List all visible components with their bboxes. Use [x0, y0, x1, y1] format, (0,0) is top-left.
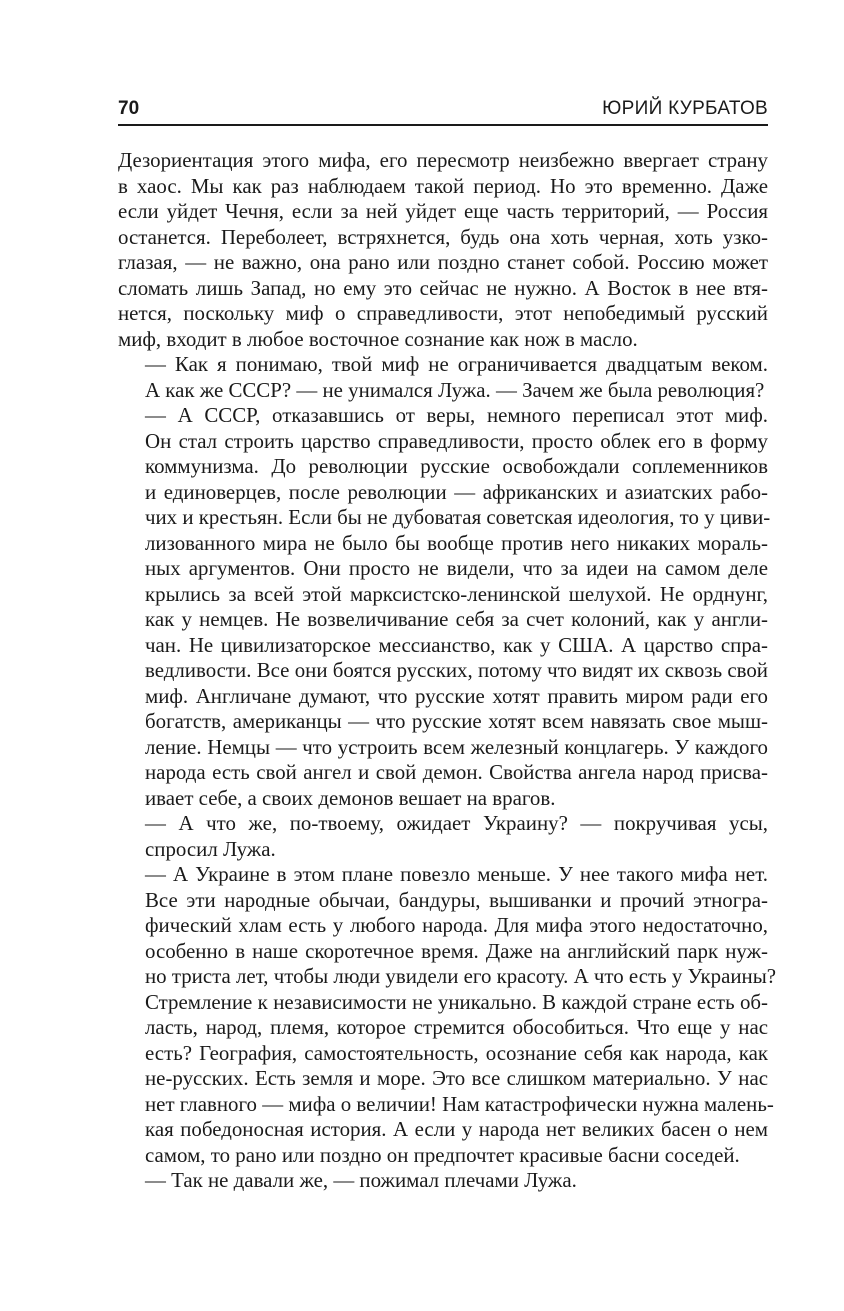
- text-line: — Как я понимаю, твой миф не ограничивается двадцатым веком.: [145, 352, 768, 376]
- text-line: останется. Переболеет, встряхнется, будь она хоть черная, хоть узко-: [118, 224, 768, 249]
- text-line: в хаос. Мы как раз наблюдаем такой период. Но это временно. Даже: [118, 173, 768, 198]
- text-line: — А Украине в этом плане повезло меньше. У нее такого мифа нет.: [145, 862, 768, 886]
- text-line: лизованного мира не было бы вообще против него никаких мораль-: [145, 530, 768, 555]
- paragraph: [118, 811, 768, 862]
- text-line: есть? География, самостоятельность, осознание себя как народа, как: [145, 1040, 768, 1065]
- paragraph: [118, 1168, 768, 1194]
- text-line: если уйдет Чечня, если за ней уйдет еще часть территорий, — Россия: [118, 199, 768, 223]
- text-line: особенно в наше скоротечное время. Даже на английский парк нуж-: [145, 938, 768, 963]
- text-line: крылись за всей этой марксистско-ленинской шелухой. Не орднунг,: [145, 581, 768, 606]
- text-line: — Так не давали же, — пожимал плечами Лужа.: [145, 1168, 577, 1192]
- text-line: ивает себе, а своих демонов вешает на врагов.: [145, 785, 556, 810]
- text-line: ление. Немцы — что устроить всем железный концлагерь. У каждого: [145, 734, 768, 759]
- text-line: Дезориентация этого мифа, его пересмотр неизбежно ввергает страну: [118, 148, 768, 172]
- body-text: [118, 148, 777, 1194]
- text-line: миф. Англичане думают, что русские хотят править миром ради его: [145, 683, 768, 708]
- text-line: коммунизма. До революции русские освобождали соплеменников: [145, 454, 768, 478]
- paragraph: [118, 148, 768, 352]
- book-page: [118, 92, 777, 1194]
- text-line: народа есть свой ангел и свой демон. Свойства ангела народ присва-: [145, 760, 768, 784]
- text-line: самом, то рано или поздно он предпочтет красивые басни соседей.: [145, 1142, 740, 1167]
- text-line: А как же СССР? — не унимался Лужа. — Зачем же была революция?: [145, 377, 765, 402]
- text-line: фический хлам есть у любого народа. Для мифа этого недостаточно,: [145, 913, 768, 937]
- text-line: Стремление к независимости не уникально. В каждой стране есть об-: [145, 989, 768, 1014]
- running-head: [118, 98, 768, 126]
- text-line: не-русских. Есть земля и море. Это все слишком материально. У нас: [145, 1066, 768, 1090]
- text-line: чан. Не цивилизаторское мессианство, как у США. А царство спра-: [145, 632, 768, 657]
- running-title: ЮРИЙ КУРБАТОВ: [602, 98, 768, 119]
- text-line: — А СССР, отказавшись от веры, немного переписал этот миф.: [145, 403, 768, 427]
- text-line: и единоверцев, после революции — африканских и азиатских рабо-: [145, 479, 768, 504]
- text-line: Все эти народные обычаи, бандуры, вышиванки и прочий этногра-: [145, 887, 768, 912]
- page-number: 70: [118, 98, 140, 119]
- text-line: спросил Лужа.: [145, 836, 276, 861]
- text-line: ных аргументов. Они просто не видели, что за идеи на самом деле: [145, 556, 768, 580]
- text-line: как у немцев. Не возвеличивание себя за счет колоний, как у англи-: [145, 607, 768, 631]
- text-line: Он стал строить царство справедливости, просто облек его в форму: [145, 428, 768, 453]
- text-line: нется, поскольку миф о справедливости, этот непобедимый русский: [118, 301, 768, 325]
- paragraph: [118, 403, 771, 811]
- text-line: миф, входит в любое восточное сознание как нож в масло.: [118, 326, 638, 351]
- text-line: — А что же, по-твоему, ожидает Украину? — покручивая усы,: [145, 811, 768, 835]
- text-line: сломать лишь Запад, но ему это сейчас не нужно. А Восток в нее втя-: [118, 275, 768, 300]
- text-line: ласть, народ, племя, которое стремится обособиться. Что еще у нас: [145, 1015, 768, 1039]
- text-line: нет главного — мифа о величии! Нам катастрофически нужна малень-: [145, 1091, 774, 1116]
- paragraph: [118, 862, 777, 1168]
- text-line: ведливости. Все они боятся русских, потому что видят их сквозь свой: [145, 658, 768, 682]
- text-line: богатств, американцы — что русские хотят всем навязать свое мыш-: [145, 709, 768, 733]
- text-line: чих и крестьян. Если бы не дубоватая советская идеология, то у циви-: [145, 505, 771, 529]
- text-line: но триста лет, чтобы люди увидели его красоту. А что есть у Украины?: [145, 964, 777, 988]
- text-line: кая победоносная история. А если у народа нет великих басен о нем: [145, 1117, 768, 1141]
- text-line: глазая, — не важно, она рано или поздно станет собой. Россию может: [118, 250, 768, 274]
- paragraph: [118, 352, 768, 403]
